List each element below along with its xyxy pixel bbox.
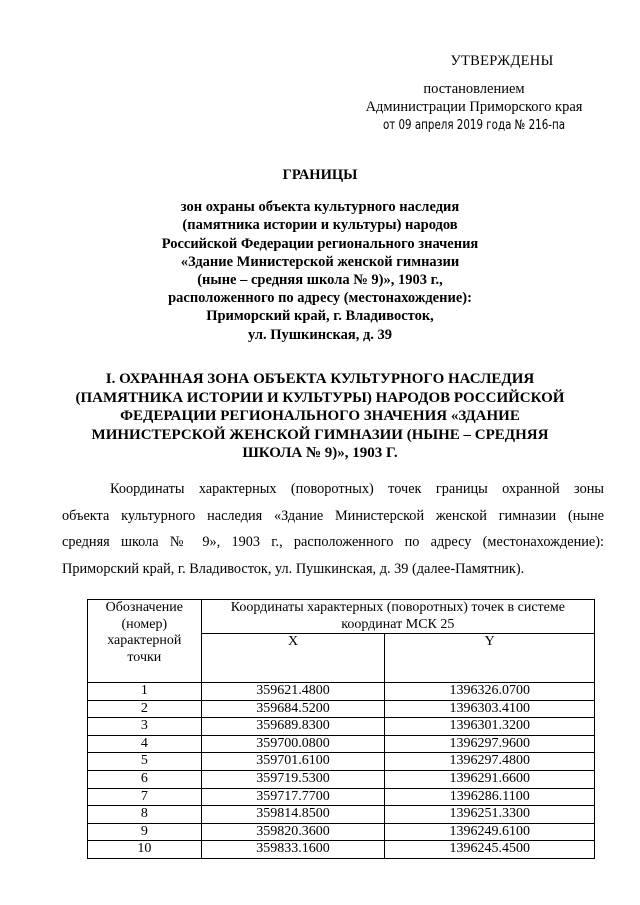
- coord-x: 359701.6100: [201, 753, 385, 771]
- approval-resolution-label: постановлением: [423, 81, 525, 97]
- paragraph-line: Приморский край, г. Владивосток, ул. Пушкинская, д. 39 (далее-Памятник).: [62, 561, 525, 578]
- heading-line: (памятника истории и культуры) народов: [182, 217, 458, 234]
- coord-x: 359621.4800: [201, 683, 385, 701]
- coord-y: 1396251.3300: [385, 806, 595, 824]
- point-number: 4: [88, 735, 202, 753]
- section-title-line: ФЕДЕРАЦИИ РЕГИОНАЛЬНОГО ЗНАЧЕНИЯ «ЗДАНИЕ: [120, 408, 520, 425]
- table-row: [88, 700, 595, 718]
- paragraph-line: объекта культурного наследия «Здание Министерской женской гимназии (ныне: [62, 507, 604, 524]
- heading-line: расположенного по адресу (местонахождение):: [168, 290, 472, 307]
- coord-x: 359820.3600: [201, 823, 385, 841]
- heading-line: Приморский край, г. Владивосток,: [206, 308, 434, 325]
- document-heading: [60, 166, 580, 344]
- table-row: [88, 770, 595, 788]
- body-paragraph: [62, 476, 604, 583]
- table-row: [88, 735, 595, 753]
- document-title: ГРАНИЦЫ: [282, 167, 358, 183]
- table-row: [88, 753, 595, 771]
- point-number: 8: [88, 806, 202, 824]
- point-number: 10: [88, 841, 202, 859]
- point-number: 1: [88, 683, 202, 701]
- table-row: [88, 806, 595, 824]
- coord-y: 1396301.3200: [385, 718, 595, 736]
- table-header-row: [88, 600, 595, 634]
- approval-authority: Администрации Приморского края: [365, 99, 583, 115]
- coord-x: 359689.8300: [201, 718, 385, 736]
- point-number: 3: [88, 718, 202, 736]
- coord-y: 1396245.4500: [385, 841, 595, 859]
- header-point-designation: Обозначение (номер) характерной точки: [88, 600, 202, 683]
- section-title-line: МИНИСТЕРСКОЙ ЖЕНСКОЙ ГИМНАЗИИ (НЫНЕ – СРЕДНЯЯ: [91, 426, 549, 443]
- section-title-line: I. ОХРАННАЯ ЗОНА ОБЪЕКТА КУЛЬТУРНОГО НАСЛЕДИЯ: [105, 371, 535, 387]
- header-coordinates: Координаты характерных (поворотных) точек в системе координат МСК 25: [201, 600, 594, 634]
- coord-x: 359684.5200: [201, 700, 385, 718]
- coord-y: 1396303.4100: [385, 700, 595, 718]
- point-number: 2: [88, 700, 202, 718]
- coord-y: 1396297.4800: [385, 753, 595, 771]
- approval-title: УТВЕРЖДЕНЫ: [450, 53, 554, 69]
- heading-line: ул. Пушкинская, д. 39: [247, 326, 393, 343]
- header-x: X: [201, 634, 385, 683]
- header-y: Y: [385, 634, 595, 683]
- coord-y: 1396249.6100: [385, 823, 595, 841]
- table-row: [88, 788, 595, 806]
- paragraph-line: средняя школа № 9», 1903 г., расположенного по адресу (местонахождение):: [62, 534, 604, 551]
- approval-block: [358, 52, 590, 135]
- heading-line: (ныне – средняя школа № 9)», 1903 г.,: [197, 272, 443, 289]
- coord-x: 359814.8500: [201, 806, 385, 824]
- point-number: 7: [88, 788, 202, 806]
- coord-x: 359719.5300: [201, 770, 385, 788]
- coord-y: 1396291.6600: [385, 770, 595, 788]
- coord-y: 1396286.1100: [385, 788, 595, 806]
- heading-line: Российской Федерации регионального значения: [161, 235, 479, 252]
- coord-x: 359700.0800: [201, 735, 385, 753]
- heading-line: «Здание Министерской женской гимназии: [180, 253, 460, 270]
- paragraph-line: Координаты характерных (поворотных) точек границы охранной зоны: [110, 481, 604, 497]
- section-title-line: ШКОЛА № 9)», 1903 Г.: [242, 445, 398, 462]
- section-title: [70, 370, 570, 463]
- section-title-line: (ПАМЯТНИКА ИСТОРИИ И КУЛЬТУРЫ) НАРОДОВ РОССИЙСКОЙ: [75, 389, 565, 406]
- table-row: [88, 683, 595, 701]
- point-number: 9: [88, 823, 202, 841]
- coordinates-table: [87, 599, 595, 859]
- heading-line: зон охраны объекта культурного наследия: [180, 199, 460, 216]
- table-row: [88, 841, 595, 859]
- coord-y: 1396297.9600: [385, 735, 595, 753]
- point-number: 6: [88, 770, 202, 788]
- coord-x: 359833.1600: [201, 841, 385, 859]
- point-number: 5: [88, 753, 202, 771]
- coord-y: 1396326.0700: [385, 683, 595, 701]
- table-row: [88, 718, 595, 736]
- approval-date-number: от 09 апреля 2019 года № 216-па: [382, 118, 566, 133]
- table-row: [88, 823, 595, 841]
- coord-x: 359717.7700: [201, 788, 385, 806]
